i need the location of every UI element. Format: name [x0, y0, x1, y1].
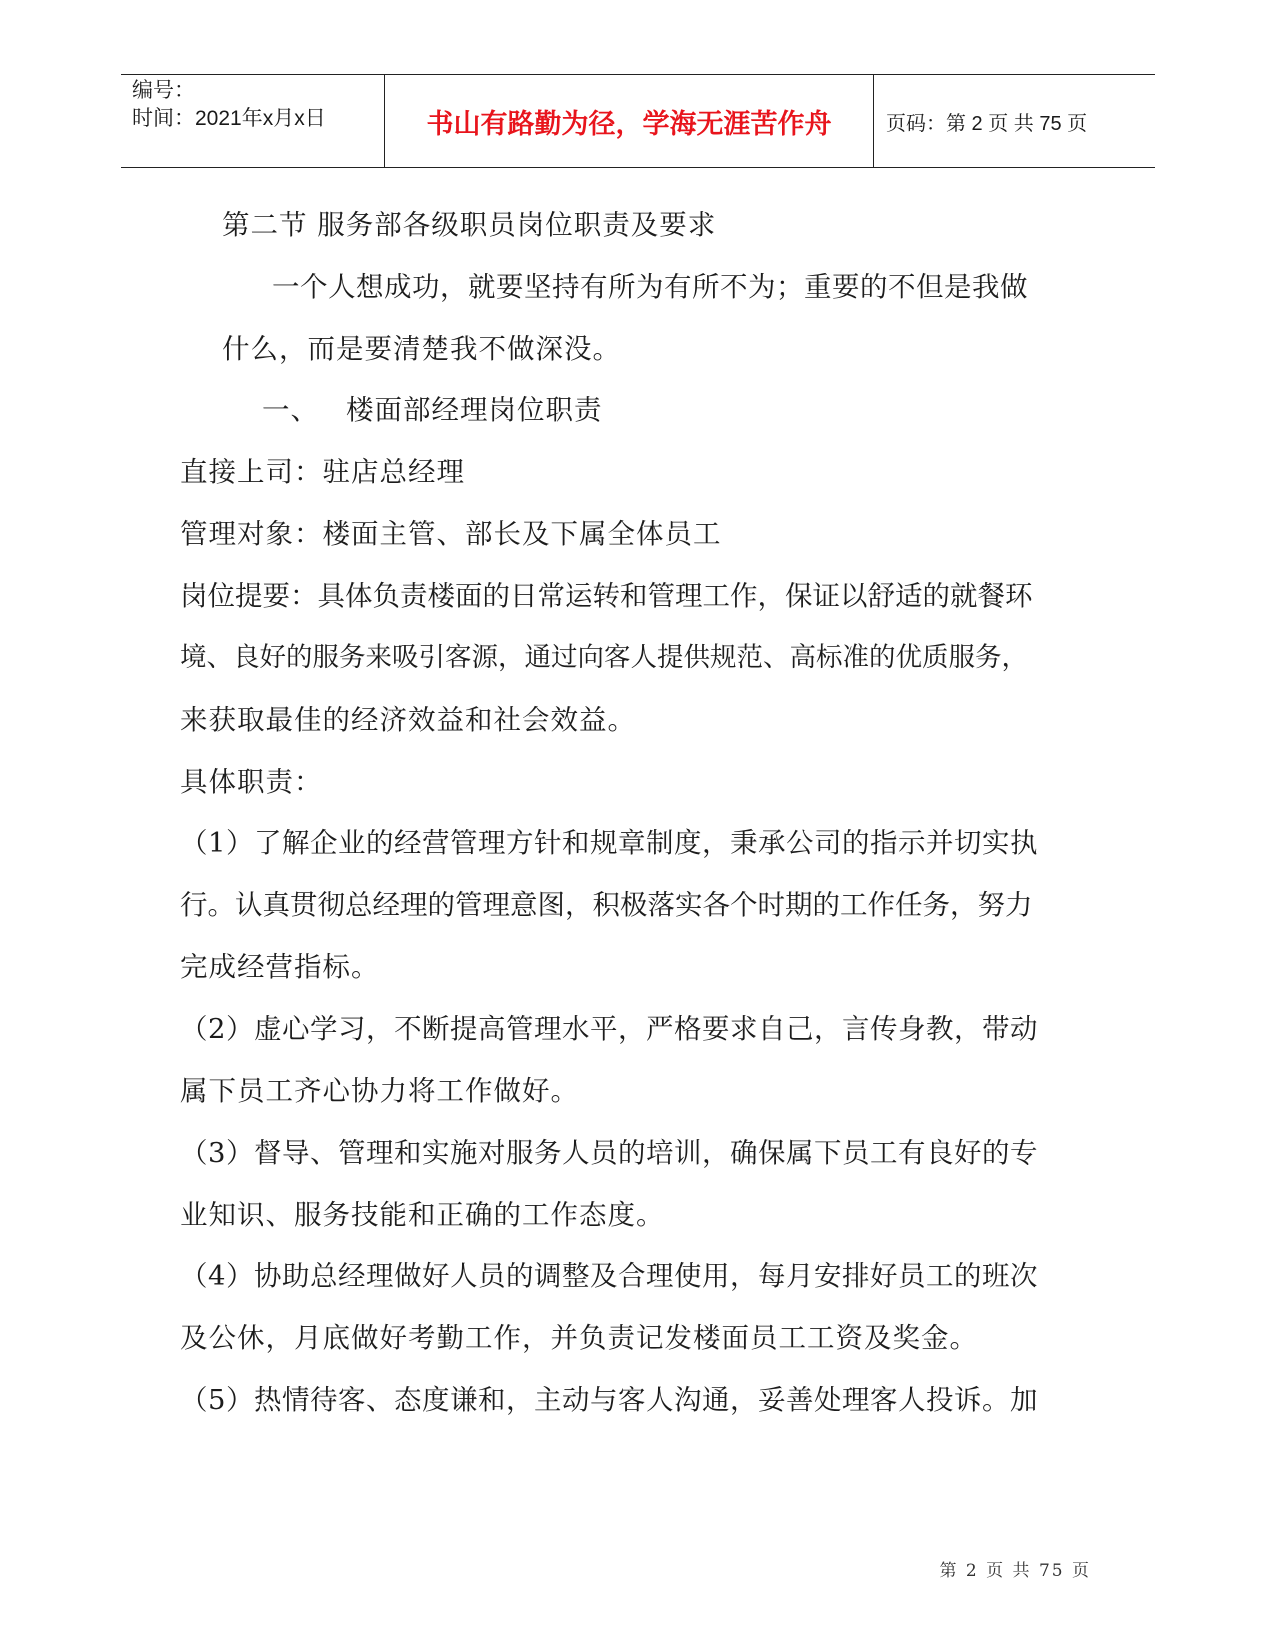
duty-5-line-1: （5）热情待客、态度谦和，主动与客人沟通，妥善处理客人投诉。加 — [180, 1384, 1038, 1416]
header-motto-cell — [385, 75, 874, 167]
duty-4-line-2: 及公休，月底做好考勤工作，并负责记发楼面员工工资及奖金。 — [180, 1322, 978, 1354]
header-page-info: 页码：第 2 页 共 75 页 — [886, 112, 1088, 135]
duty-1-line-2: 行。认真贯彻总经理的管理意图，积极落实各个时期的工作任务，努力 — [180, 889, 1033, 921]
field-summary-line-1: 岗位提要：具体负责楼面的日常运转和管理工作，保证以舒适的就餐环 — [180, 580, 1033, 612]
field-supervisor: 直接上司：驻店总经理 — [180, 456, 465, 488]
duty-1-line-3: 完成经营指标。 — [180, 951, 380, 983]
field-management: 管理对象：楼面主管、部长及下属全体员工 — [180, 518, 722, 550]
doc-time-label: 时间：2021年x月x日 — [132, 107, 326, 130]
field-summary-line-2: 境、良好的服务来吸引客源，通过向客人提供规范、高标准的优质服务， — [180, 642, 1028, 673]
header-motto: 书山有路勤为径，学海无涯苦作舟 — [426, 108, 832, 140]
duty-1-line-1: （1）了解企业的经营管理方针和规章制度，秉承公司的指示并切实执 — [180, 827, 1038, 859]
document-header — [121, 74, 1155, 168]
duty-2-line-2: 属下员工齐心协力将工作做好。 — [180, 1075, 579, 1107]
section-title: 第二节 服务部各级职员岗位职责及要求 — [222, 209, 717, 241]
duty-3-line-2: 业知识、服务技能和正确的工作态度。 — [180, 1199, 665, 1231]
duty-3-line-1: （3）督导、管理和实施对服务人员的培训，确保属下员工有良好的专 — [180, 1137, 1038, 1169]
subsection-number: 一、 — [262, 394, 319, 426]
doc-number-label: 编号： — [132, 79, 195, 102]
header-meta-cell — [121, 75, 385, 167]
subsection-title: 楼面部经理岗位职责 — [346, 394, 603, 426]
duties-label: 具体职责： — [180, 766, 323, 798]
field-summary-line-3: 来获取最佳的经济效益和社会效益。 — [180, 704, 636, 736]
duty-2-line-1: （2）虚心学习，不断提高管理水平，严格要求自己，言传身教，带动 — [180, 1013, 1038, 1045]
intro-line-1: 一个人想成功，就要坚持有所为有所不为；重要的不但是我做 — [272, 271, 1028, 303]
page-footer: 第 2 页 共 75 页 — [939, 1561, 1091, 1581]
intro-line-2: 什么，而是要清楚我不做深没。 — [222, 333, 621, 365]
duty-4-line-1: （4）协助总经理做好人员的调整及合理使用，每月安排好员工的班次 — [180, 1260, 1038, 1292]
header-page-cell — [874, 75, 1155, 167]
